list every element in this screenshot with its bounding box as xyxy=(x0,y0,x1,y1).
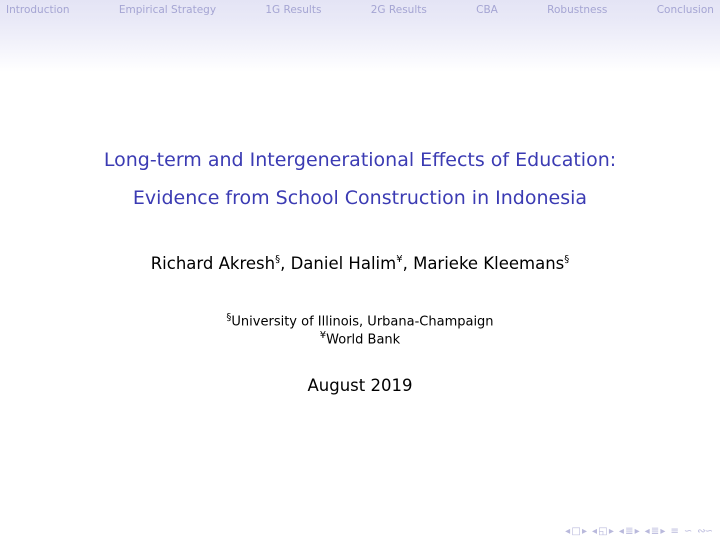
presentation-date: August 2019 xyxy=(307,376,413,395)
beamer-navigation-symbols xyxy=(565,526,712,537)
presentation-nav-icon[interactable]: ◂ ≣ ▸ xyxy=(644,526,665,537)
nav-item-conclusion[interactable]: Conclusion xyxy=(656,4,714,16)
nav-item-cba[interactable]: CBA xyxy=(476,4,498,16)
author-2: Daniel Halim xyxy=(290,254,397,273)
presentation-title-line-1: Long-term and Intergenerational Effects of Education: xyxy=(103,149,617,171)
affiliation-1-text: University of Illinois, Urbana-Champaign xyxy=(231,314,494,330)
nav-item-2g-results[interactable]: 2G Results xyxy=(370,4,427,16)
search-icon[interactable]: ∽ xyxy=(683,526,692,537)
align-icon[interactable]: ≡ xyxy=(670,526,678,537)
affiliation-1-mark: § xyxy=(226,312,232,323)
affiliation-1 xyxy=(0,312,720,329)
author-3: Marieke Kleemans xyxy=(413,254,565,273)
author-1-mark: § xyxy=(275,253,281,265)
affiliation-2-mark: ¥ xyxy=(319,330,327,341)
authors xyxy=(0,254,720,273)
presentation-title-line-2: Evidence from School Construction in Indonesia xyxy=(132,187,588,209)
nav-item-robustness[interactable]: Robustness xyxy=(547,4,608,16)
affiliation-2 xyxy=(0,330,720,347)
frame-nav-icon[interactable]: ◂ □ ▸ xyxy=(565,526,587,537)
nav-item-1g-results[interactable]: 1G Results xyxy=(265,4,322,16)
section-nav xyxy=(0,0,720,20)
affiliation-2-text: World Bank xyxy=(326,332,401,348)
back-forward-icon[interactable]: ∾∽ xyxy=(697,526,712,537)
top-navigation-bar xyxy=(0,0,720,72)
author-separator: , xyxy=(402,254,414,273)
author-2-mark: ¥ xyxy=(396,253,403,265)
author-1: Richard Akresh xyxy=(150,254,276,273)
nav-item-introduction[interactable]: Introduction xyxy=(6,4,70,16)
subsection-nav-icon[interactable]: ◂ ◱ ▸ xyxy=(592,526,613,537)
nav-item-empirical-strategy[interactable]: Empirical Strategy xyxy=(118,4,217,16)
author-3-mark: § xyxy=(564,253,570,265)
section-nav-icon[interactable]: ◂ ≣ ▸ xyxy=(618,526,639,537)
author-separator: , xyxy=(280,254,291,273)
